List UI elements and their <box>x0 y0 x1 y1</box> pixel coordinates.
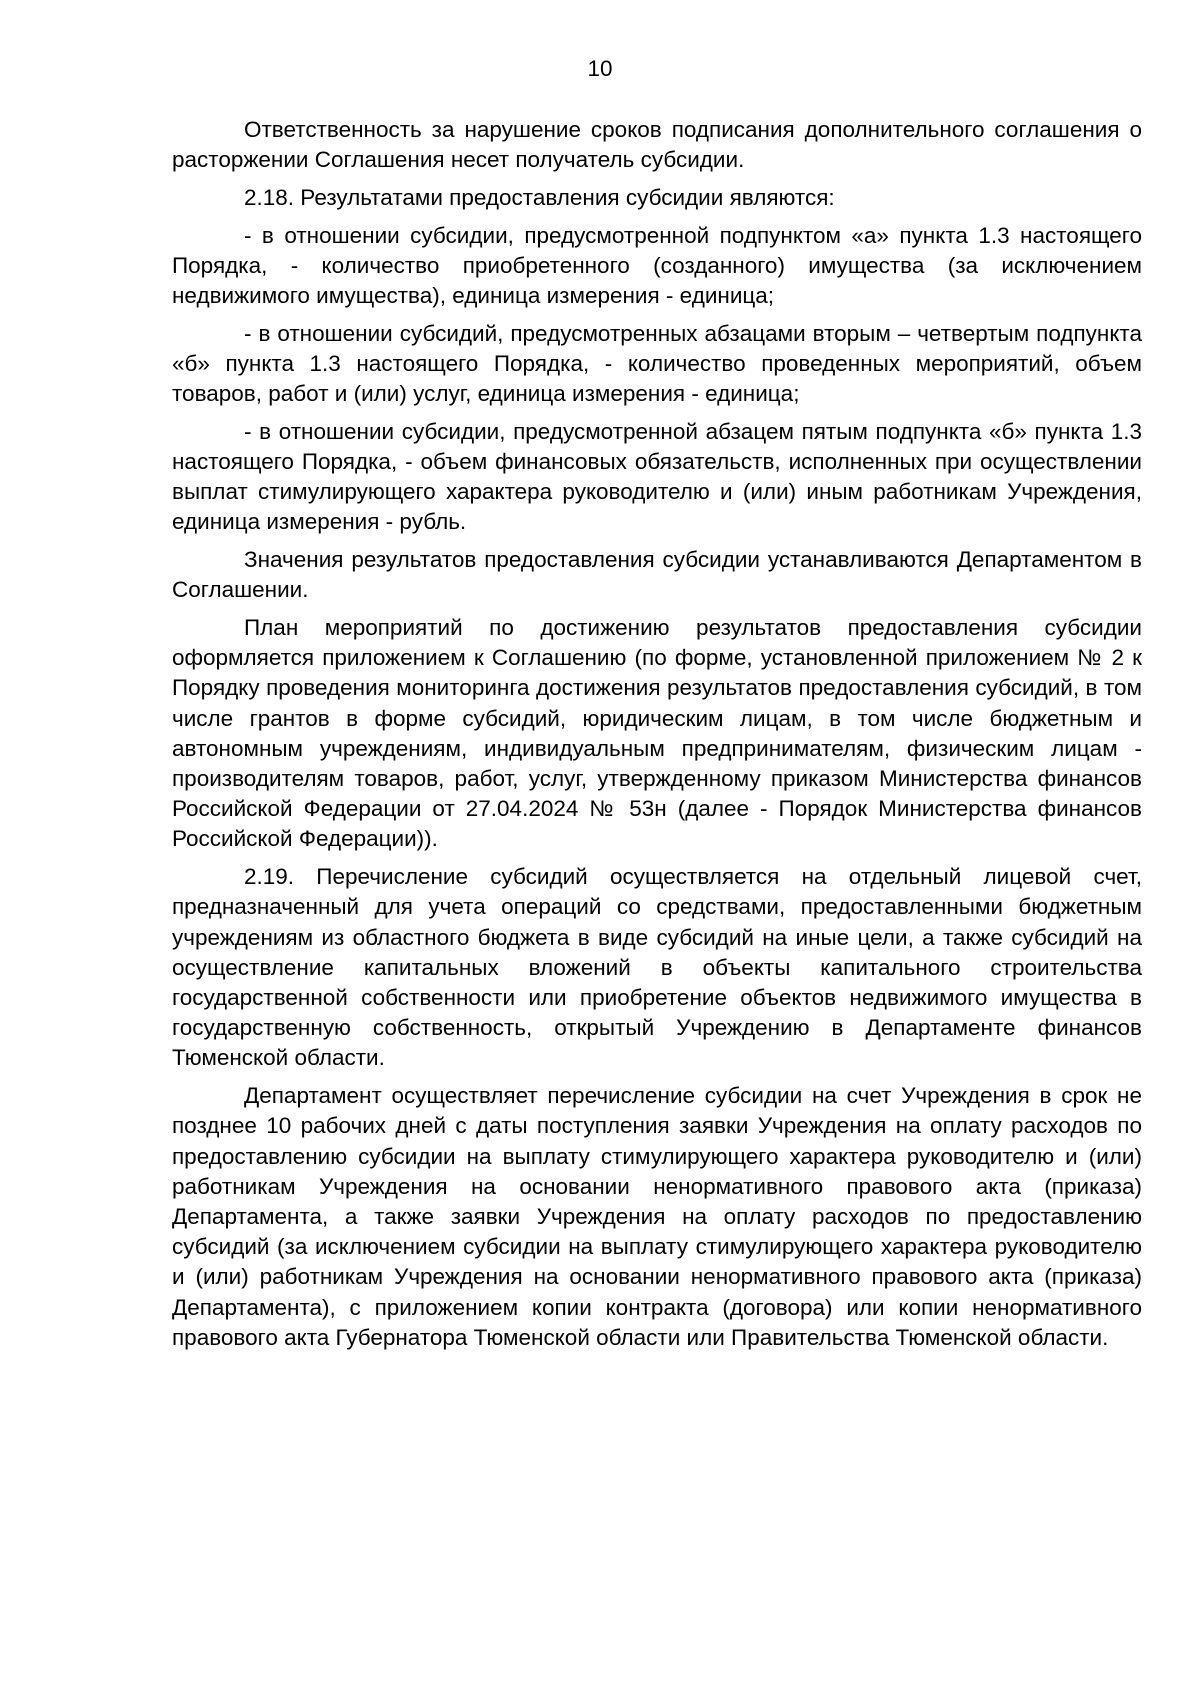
paragraph-2-19-transfer: 2.19. Перечисление субсидий осуществляется на отдельный лицевой счет, предназначенный для учета операций со средствами, предоставленными бюджетным учреждениям из областного бюджета в виде субсидий на иные цели, а также субсидий на осуществление капитальных вложений в объекты капитального строительства государственной собственности или приобретение объектов недвижимого имущества в государственную собственность, открытый Учреждению в Департаменте финансов Тюменской области. <box>172 864 1142 1071</box>
paragraph-transfer-terms: Департамент осуществляет перечисление субсидии на счет Учреждения в срок не позднее 10 рабочих дней с даты поступления заявки Учреждения на оплату расходов по предоставлению субсидии на выплату стимулирующего характера руководителю и (или) работникам Учреждения на основании ненормативного правового акта (приказа) Департамента, а также заявки Учреждения на оплату расходов по предоставлению субсидий (за исключением субсидии на выплату стимулирующего характера руководителю и (или) работникам Учреждения на основании ненормативного правового акта (приказа) Департамента), с приложением копии контракта (договора) или копии ненормативного правового акта Губернатора Тюменской области или Правительства Тюменской области. <box>172 1083 1142 1350</box>
page-number: 10 <box>587 56 613 81</box>
document-body <box>172 115 1142 1360</box>
paragraph-result-values: Значения результатов предоставления субсидии устанавливаются Департаментом в Соглашении. <box>172 547 1142 603</box>
paragraph-result-subpoint-a: - в отношении субсидии, предусмотренной подпунктом «а» пункта 1.3 настоящего Порядка, - количество приобретенного (созданного) имущества (за исключением недвижимого имущества), единица измерения - единица; <box>172 222 1142 309</box>
paragraph-action-plan: План мероприятий по достижению результатов предоставления субсидии оформляется приложением к Соглашению (по форме, установленной приложением № 2 к Порядку проведения мониторинга достижения результатов предоставления субсидий, в том числе грантов в форме субсидий, юридическим лицам, в том числе бюджетным и автономным учреждениям, индивидуальным предпринимателям, физическим лицам - производителям товаров, работ, услуг, утвержденному приказом Министерства финансов Российской Федерации от 27.04.2024 № 53н (далее - Порядок Министерства финансов Российской Федерации)). <box>172 615 1142 852</box>
paragraph-result-subpoint-b-5: - в отношении субсидии, предусмотренной абзацем пятым подпункта «б» пункта 1.3 настоящего Порядка, - объем финансовых обязательств, исполненных при осуществлении выплат стимулирующего характера руководителю и (или) иным работникам Учреждения, единица измерения - рубль. <box>172 418 1142 535</box>
paragraph-result-subpoint-b-2-4: - в отношении субсидий, предусмотренных абзацами вторым – четвертым подпункта «б» пункта 1.3 настоящего Порядка, - количество проведенных мероприятий, объем товаров, работ и (или) услуг, единица измерения - единица; <box>172 320 1142 407</box>
paragraph-2-18-heading: 2.18. Результатами предоставления субсидии являются: <box>244 184 835 210</box>
paragraph-responsibility: Ответственность за нарушение сроков подписания дополнительного соглашения о расторжении Соглашения несет получатель субсидии. <box>172 117 1142 173</box>
